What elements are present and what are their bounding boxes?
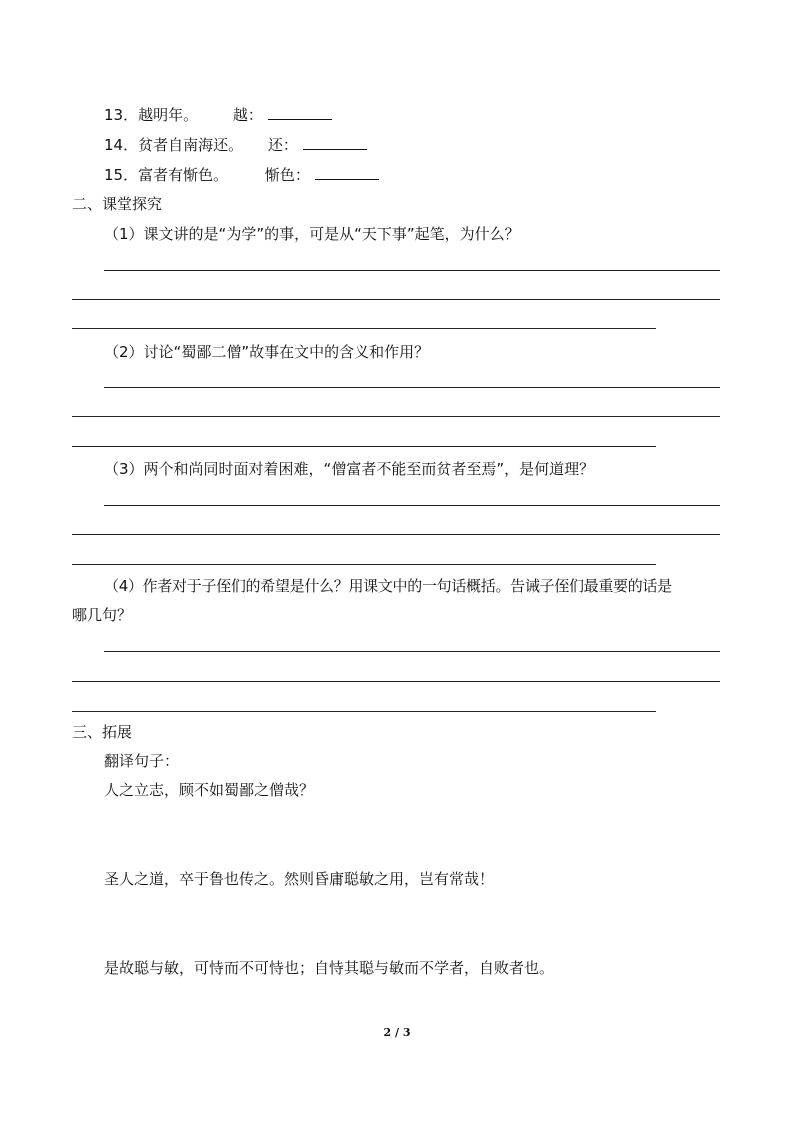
- translate-sentence-3: 是故聪与敏，可恃而不可恃也；自恃其聪与敏而不学者，自败者也。: [104, 959, 555, 977]
- answer-line[interactable]: [72, 299, 720, 300]
- answer-line[interactable]: [72, 328, 656, 329]
- answer-line[interactable]: [72, 711, 656, 712]
- question-4: （4）作者对于子侄们的希望是什么？用课文中的一句话概括。告诫子侄们最重要的话是: [104, 577, 672, 595]
- answer-line[interactable]: [72, 564, 656, 565]
- translate-sentence-2: 圣人之道，卒于鲁也传之。然则昏庸聪敏之用，岂有常哉！: [104, 870, 495, 888]
- answer-line[interactable]: [72, 416, 720, 417]
- vocab-item-13: [104, 105, 332, 125]
- page-number: 2 / 3: [383, 1026, 411, 1039]
- vocab-item-14: [104, 135, 367, 155]
- vocab-word: 还：: [267, 136, 298, 154]
- answer-line[interactable]: [104, 651, 720, 652]
- answer-blank[interactable]: [303, 135, 367, 150]
- answer-line[interactable]: [72, 534, 720, 535]
- answer-blank[interactable]: [315, 165, 379, 180]
- instruction: 翻译句子：: [104, 752, 180, 770]
- answer-line[interactable]: [104, 505, 720, 506]
- vocab-word: 惭色：: [264, 166, 310, 184]
- answer-line[interactable]: [104, 270, 720, 271]
- answer-line[interactable]: [72, 681, 720, 682]
- section-heading: 三、拓展: [72, 723, 133, 741]
- question-3: （3）两个和尚同时面对着困难，“僧富者不能至而贫者至焉”，是何道理？: [104, 460, 595, 478]
- answer-line[interactable]: [72, 446, 656, 447]
- vocab-word: 越：: [232, 106, 263, 124]
- vocab-item-15: [104, 165, 379, 185]
- translate-sentence-1: 人之立志，顾不如蜀鄙之僧哉？: [104, 781, 315, 799]
- vocab-sentence: 13．越明年。: [104, 106, 199, 124]
- question-2: （2）讨论“蜀鄙二僧”故事在文中的含义和作用？: [104, 343, 430, 361]
- question-4-continued: 哪几句？: [72, 606, 133, 624]
- question-1: （1）课文讲的是“为学”的事，可是从“天下事”起笔，为什么？: [104, 225, 520, 243]
- answer-line[interactable]: [104, 387, 720, 388]
- answer-blank[interactable]: [268, 105, 332, 120]
- vocab-sentence: 14．贫者自南海还。: [104, 136, 244, 154]
- section-heading: 二、课堂探究: [72, 195, 163, 213]
- vocab-sentence: 15．富者有惭色。: [104, 166, 229, 184]
